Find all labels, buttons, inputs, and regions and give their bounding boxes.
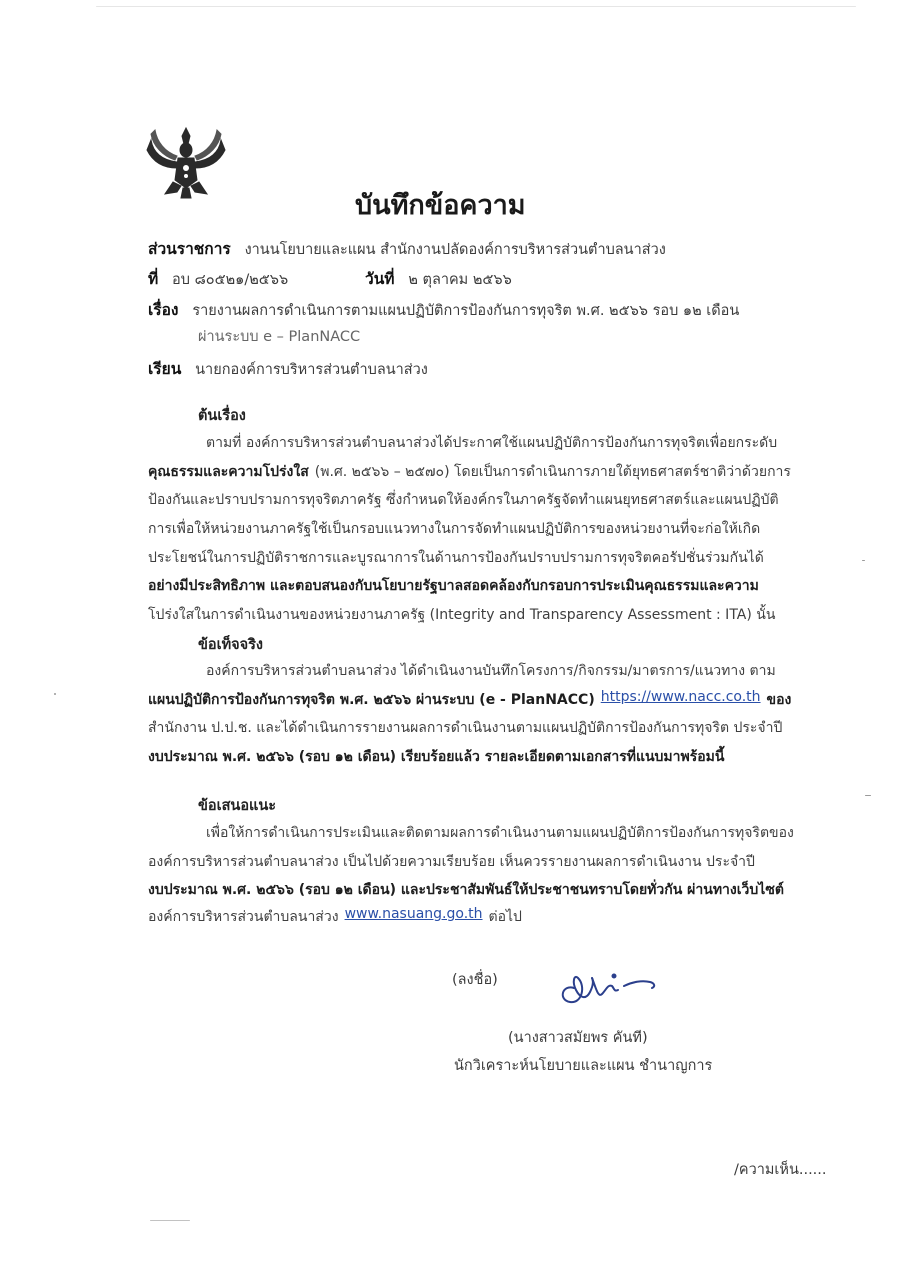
subject-label: เรื่อง: [148, 301, 179, 319]
doc-number-row: [148, 266, 288, 291]
paragraph-text: ตามที่ องค์การบริหารส่วนตำบลนาส่วงได้ประกาศใช้แผนปฏิบัติการป้องกันการทุจริตเพื่อยกระดับ: [206, 435, 778, 451]
paragraph-text: โปร่งใสในการดำเนินงานของหน่วยงานภาครัฐ (Integrity and Transparency Assessment : ITA) นั้น: [148, 607, 776, 623]
garuda-emblem-icon: [143, 122, 229, 200]
paragraph-text: องค์การบริหารส่วนตำบลนาส่วง เป็นไปด้วยความเรียบร้อย เห็นควรรายงานผลการดำเนินงาน ประจำปี: [148, 854, 755, 870]
nasuang-link[interactable]: www.nasuang.go.th: [344, 906, 483, 922]
paragraph-text: การเพื่อให้หน่วยงานภาครัฐใช้เป็นกรอบแนวทางในการจัดทำแผนปฏิบัติการของหน่วยงานที่จะก่อให้เกิด: [148, 521, 761, 537]
paragraph-text-bold: คุณธรรมและความโปร่งใส: [148, 464, 309, 480]
section-facts-line-2: [148, 689, 792, 711]
paragraph-text-bold: อย่างมีประสิทธิภาพ และตอบสนองกับนโยบายรัฐบาลสอดคล้องกับกรอบการประเมินคุณธรรมและความ: [148, 578, 759, 594]
agency-value: งานนโยบายและแผน สำนักงานปลัดองค์การบริหารส่วนตำบลนาส่วง: [244, 242, 666, 258]
section-recommend-line-4: [148, 906, 783, 928]
section-origin-line-5: [148, 547, 783, 569]
section-origin-line-1: [206, 432, 833, 454]
addressee-value: นายกองค์การบริหารส่วนตำบลนาส่วง: [195, 362, 428, 378]
signer-name: (นางสาวสมัยพร คันที): [508, 1030, 648, 1046]
section-origin-heading: ต้นเรื่อง: [198, 408, 246, 424]
paragraph-text: สำนักงาน ป.ป.ช. และได้ดำเนินการรายงานผลการดำเนินงานตามแผนปฏิบัติการป้องกันการทุจริต ประจำปี: [148, 720, 783, 736]
section-recommend-line-3: [148, 879, 783, 901]
section-origin-line-4: [148, 518, 783, 540]
paragraph-text: องค์การบริหารส่วนตำบลนาส่วง: [148, 909, 339, 925]
section-recommend-line-1: [206, 822, 833, 844]
scan-speck: [54, 693, 56, 695]
paragraph-text: ประโยชน์ในการปฏิบัติราชการและบูรณาการในด้านการป้องกันปราบปรามการทุจริตคอรัปชั่นร่วมกันได้: [148, 550, 764, 566]
agency-label: ส่วนราชการ: [148, 240, 231, 258]
continuation-note: /ความเห็น......: [734, 1162, 827, 1178]
section-facts-line-1: [206, 660, 833, 682]
section-recommend-line-2: [148, 851, 783, 873]
scan-speck: [862, 560, 865, 561]
subject-row: [148, 297, 739, 322]
document-title: บันทึกข้อความ: [355, 190, 526, 221]
section-origin-line-3: [148, 489, 783, 511]
paragraph-text-bold: งบประมาณ พ.ศ. ๒๕๖๖ (รอบ ๑๒ เดือน) เรียบร้อยแล้ว รายละเอียดตามเอกสารที่แนบมาพร้อมนี้: [148, 749, 725, 765]
section-recommend-heading: ข้อเสนอแนะ: [198, 798, 277, 814]
section-origin-line-7: [148, 604, 783, 626]
doc-number-label: ที่: [148, 270, 159, 288]
agency-row: [148, 236, 666, 261]
paragraph-text: องค์การบริหารส่วนตำบลนาส่วง ได้ดำเนินงานบันทึกโครงการ/กิจกรรม/มาตรการ/แนวทาง ตาม: [206, 663, 776, 679]
paragraph-text-bold: งบประมาณ พ.ศ. ๒๕๖๖ (รอบ ๑๒ เดือน) และประชาสัมพันธ์ให้ประชาชนทราบโดยทั่วกัน ผ่านทางเว็บไซต์: [148, 882, 784, 898]
subject-value: รายงานผลการดำเนินการตามแผนปฏิบัติการป้องกันการทุจริต พ.ศ. ๒๕๖๖ รอบ ๑๒ เดือน: [192, 303, 740, 319]
scan-edge-line: [96, 6, 856, 7]
date-label: วันที่: [365, 270, 395, 288]
scan-speck: [150, 1220, 190, 1221]
addressee-row: [148, 356, 428, 381]
subject-value-line2: ผ่านระบบ e – PlanNACC: [198, 329, 361, 345]
section-origin-line-2: [148, 461, 791, 483]
paragraph-text: (พ.ศ. ๒๕๖๖ – ๒๕๗๐) โดยเป็นการดำเนินการภายใต้ยุทธศาสตร์ชาติว่าด้วยการ: [314, 464, 791, 480]
date-value: ๒ ตุลาคม ๒๕๖๖: [408, 272, 512, 288]
addressee-label: เรียน: [148, 360, 182, 378]
paragraph-text-bold: ของ: [766, 692, 792, 708]
doc-number-value: อบ ๘๐๕๒๑/๒๕๖๖: [172, 272, 289, 288]
paragraph-text: ป้องกันและปราบปรามการทุจริตภาครัฐ ซึ่งกำหนดให้องค์กรในภาครัฐจัดทำแผนยุทธศาสตร์และแผนปฏิบัติ: [148, 492, 779, 508]
section-facts-heading: ข้อเท็จจริง: [198, 637, 263, 653]
section-facts-line-4: [148, 746, 783, 768]
nacc-link[interactable]: https://www.nacc.co.th: [600, 689, 761, 705]
signer-position: นักวิเคราะห์นโยบายและแผน ชำนาญการ: [454, 1058, 713, 1074]
paragraph-text-bold: แผนปฏิบัติการป้องกันการทุจริต พ.ศ. ๒๕๖๖ ผ่านระบบ (e - PlanNACC): [148, 692, 595, 708]
sign-label: (ลงชื่อ): [452, 972, 498, 988]
paragraph-text: ต่อไป: [488, 909, 522, 925]
section-origin-line-6: [148, 575, 783, 597]
date-row: [365, 266, 512, 291]
handwritten-signature: [552, 964, 672, 1010]
section-facts-line-3: [148, 717, 783, 739]
scan-speck: [865, 795, 871, 796]
paragraph-text: เพื่อให้การดำเนินการประเมินและติดตามผลการดำเนินงานตามแผนปฏิบัติการป้องกันการทุจริตของ: [206, 825, 794, 841]
